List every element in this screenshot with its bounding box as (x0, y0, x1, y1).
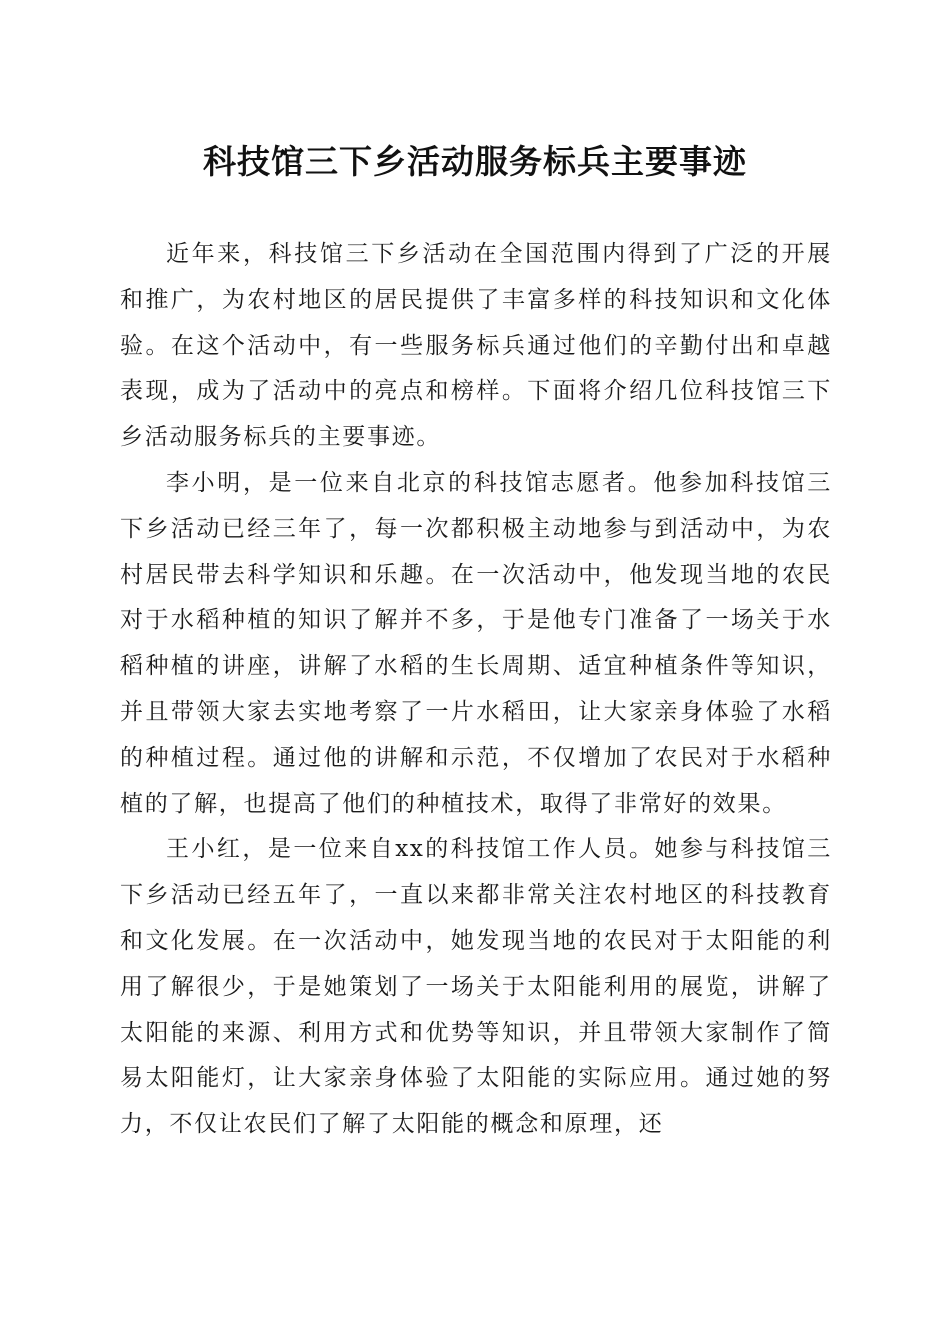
document-body (120, 232, 832, 1148)
paragraph-li-xiaoming: 李小明，是一位来自北京的科技馆志愿者。他参加科技馆三下乡活动已经三年了，每一次都积极主动地参与到活动中，为农村居民带去科学知识和乐趣。在一次活动中，他发现当地的农民对于水稻种植的知识了解并不多，于是他专门准备了一场关于水稻种植的讲座，讲解了水稻的生长周期、适宜种植条件等知识，并且带领大家去实地考察了一片水稻田，让大家亲身体验了水稻的种植过程。通过他的讲解和示范，不仅增加了农民对于水稻种植的了解，也提高了他们的种植技术，取得了非常好的效果。 (120, 469, 832, 817)
paragraph-intro: 近年来，科技馆三下乡活动在全国范围内得到了广泛的开展和推广，为农村地区的居民提供了丰富多样的科技知识和文化体验。在这个活动中，有一些服务标兵通过他们的辛勤付出和卓越表现，成为了活动中的亮点和榜样。下面将介绍几位科技馆三下乡活动服务标兵的主要事迹。 (120, 241, 832, 451)
paragraph-wang-xiaohong: 王小红，是一位来自xx的科技馆工作人员。她参与科技馆三下乡活动已经五年了，一直以来都非常关注农村地区的科技教育和文化发展。在一次活动中，她发现当地的农民对于太阳能的利用了解很少，于是她策划了一场关于太阳能利用的展览，讲解了太阳能的来源、利用方式和优势等知识，并且带领大家制作了简易太阳能灯，让大家亲身体验了太阳能的实际应用。通过她的努力，不仅让农民们了解了太阳能的概念和原理，还 (120, 836, 832, 1138)
document-title: 科技馆三下乡活动服务标兵主要事迹 (203, 142, 747, 181)
